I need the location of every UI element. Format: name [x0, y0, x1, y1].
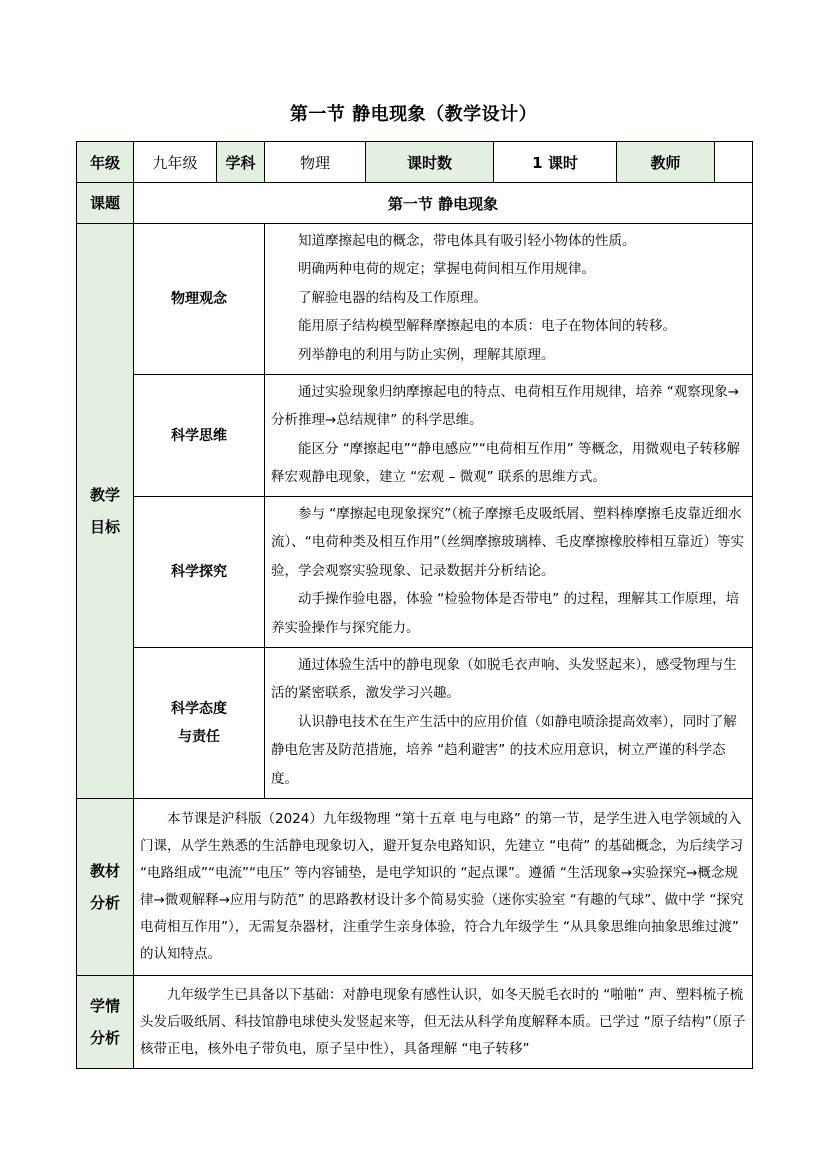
- textbook-analysis-row: [77, 799, 753, 976]
- objective-body-thinking: [265, 375, 753, 497]
- objective-name-inquiry: 科学探究: [134, 497, 265, 648]
- objective-name-attitude: [134, 648, 265, 799]
- paragraph: 列举静电的利用与防止实例，理解其原理。: [298, 346, 555, 363]
- subject-label: 学科: [217, 142, 265, 183]
- subject-value: 物理: [265, 142, 366, 183]
- objectives-label-text: 教学目标: [89, 486, 120, 536]
- textbook-analysis-body: [134, 799, 753, 976]
- paragraph: 通过体验生活中的静电现象（如脱毛衣声响、头发竖起来），感受物理与生活的紧密联系，激发学习兴趣。: [271, 656, 737, 702]
- objective-row-physics: [77, 224, 753, 375]
- teacher-value: [715, 142, 753, 183]
- paragraph: 通过实验现象归纳摩擦起电的特点、电荷相互作用规律，培养 “观察现象→分析推理→总结规律” 的科学思维。: [271, 383, 740, 428]
- objective-name-physics: 物理观念: [134, 224, 265, 375]
- objective-body-inquiry: [265, 497, 753, 648]
- document-title: 第一节 静电现象（教学设计）: [289, 104, 538, 125]
- student-analysis-row: [77, 976, 753, 1069]
- objective-row-thinking: [77, 375, 753, 497]
- hours-label: 课时数: [366, 142, 494, 183]
- objective-row-attitude: [77, 648, 753, 799]
- objective-name-attitude-text: 科学态度与责任: [171, 701, 227, 745]
- objective-row-inquiry: [77, 497, 753, 648]
- paragraph: 能区分 “摩擦起电”“静电感应”“电荷相互作用” 等概念，用微观电子转移解释宏观静电现象，建立 “宏观 – 微观” 联系的思维方式。: [271, 440, 741, 485]
- objective-body-attitude: [265, 648, 753, 799]
- paragraph: 了解验电器的结构及工作原理。: [298, 289, 487, 306]
- paragraph: 明确两种电荷的规定；掌握电荷间相互作用规律。: [298, 261, 595, 278]
- topic-value: 第一节 静电现象: [134, 183, 753, 224]
- paragraph: 认识静电技术在生产生活中的应用价值（如静电喷涂提高效率），同时了解静电危害及防范措施，培养 “趋利避害” 的技术应用意识，树立严谨的科学态度。: [271, 713, 737, 787]
- grade-value: 九年级: [134, 142, 217, 183]
- paragraph: 本节课是沪科版（2024）九年级物理 “第十五章 电与电路” 的第一节，是学生进入电学领域的入门课，从学生熟悉的生活静电现象切入，避开复杂电路知识，先建立 “电荷” 的基础概念，为后续学习 “电路组成”“电流”“电压” 等内容铺垫，是电学知识的 “起点课”。遵循 “生活现象→实验探究→概念规律→微观解释→应用与防范” 的思路教材设计多个简易实验（迷你实验室 “有趣的气球”、做中学 “探究电荷相互作用”），无需复杂器材，注重学生亲身体验，符合九年级学生 “从具象思维向抽象思维过渡” 的认知特点。: [140, 811, 744, 962]
- textbook-analysis-label-text: 教材分析: [89, 862, 120, 912]
- lesson-plan-table: [76, 141, 753, 1069]
- paragraph: 动手操作验电器，体验 “检验物体是否带电” 的过程，理解其工作原理，培养实验操作与探究能力。: [271, 591, 740, 636]
- paragraph: 能用原子结构模型解释摩擦起电的本质：电子在物体间的转移。: [298, 318, 676, 335]
- paragraph: 知道摩擦起电的概念，带电体具有吸引轻小物体的性质。: [298, 232, 636, 249]
- student-analysis-label-text: 学情分析: [89, 997, 120, 1047]
- student-analysis-body: [134, 976, 753, 1069]
- student-analysis-label: [77, 976, 134, 1069]
- paragraph: 九年级学生已具备以下基础：对静电现象有感性认识，如冬天脱毛衣时的 “啪啪” 声、塑料梳子梳头发后吸纸屑、科技馆静电球使头发竖起来等，但无法从科学角度解释本质。已学过 “原子结构”（原子核带正电，核外电子带负电，原子呈中性），具备理解 “电子转移”: [140, 986, 746, 1057]
- topic-row: [77, 183, 753, 224]
- header-row: [77, 142, 753, 183]
- hours-value: 1 课时: [494, 142, 617, 183]
- paragraph: 参与 “摩擦起电现象探究”（梳子摩擦毛皮吸纸屑、塑料棒摩擦毛皮靠近细水流）、“电荷种类及相互作用”（丝绸摩擦玻璃棒、毛皮摩擦橡胶棒相互靠近）等实验，学会观察实验现象、记录数据并分析结论。: [271, 505, 744, 579]
- objective-body-physics: [265, 224, 753, 375]
- teacher-label: 教师: [617, 142, 715, 183]
- topic-label: 课题: [77, 183, 134, 224]
- grade-label: 年级: [77, 142, 134, 183]
- textbook-analysis-label: [77, 799, 134, 976]
- objectives-label: [77, 224, 134, 799]
- objective-name-thinking: 科学思维: [134, 375, 265, 497]
